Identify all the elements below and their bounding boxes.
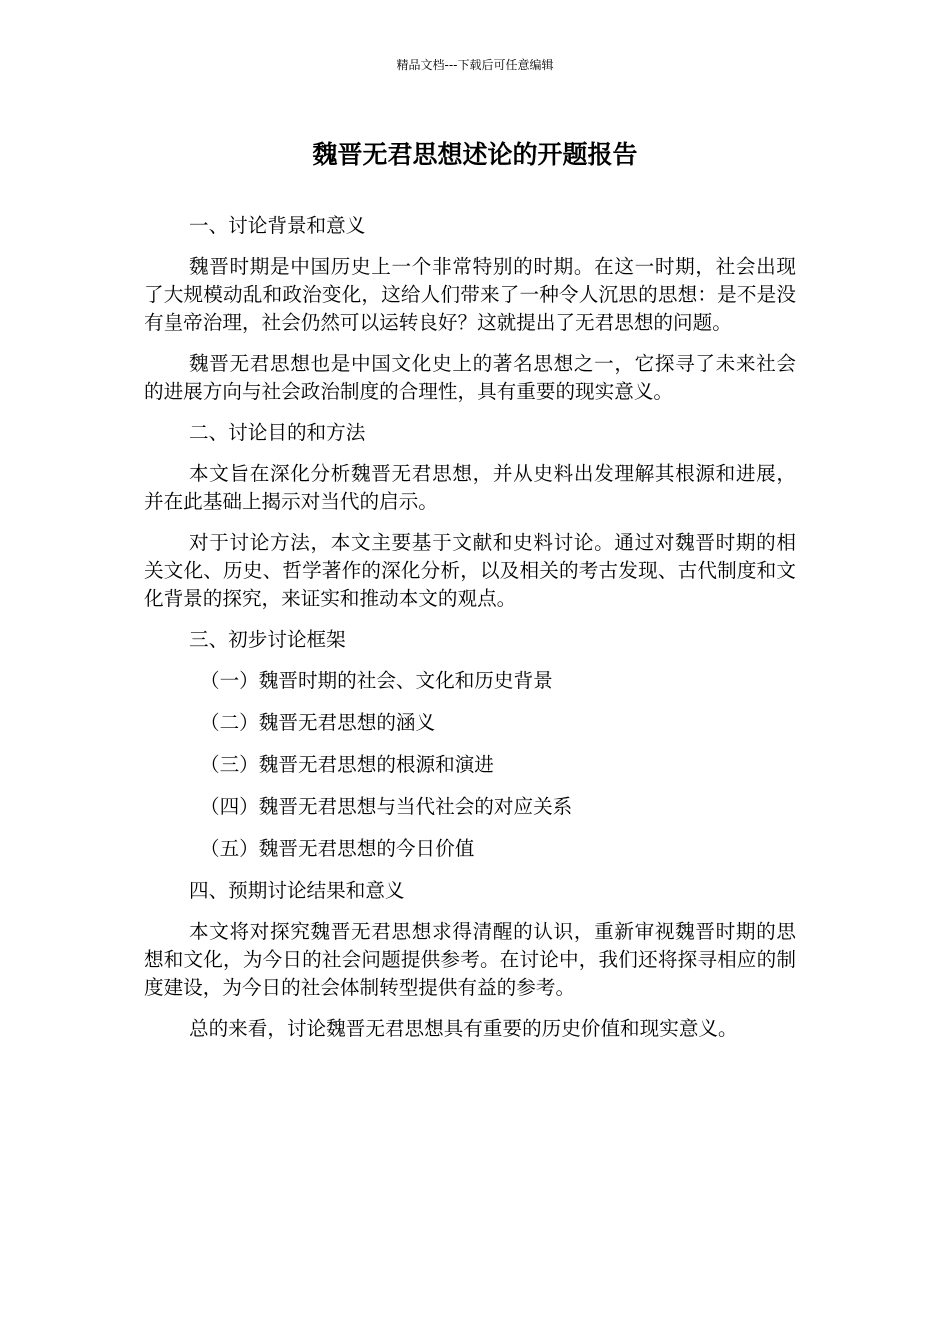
section-heading-expected-results: 四、预期讨论结果和意义 <box>189 879 405 902</box>
paragraph-purpose-1: 本文旨在深化分析魏晋无君思想，并从史料出发理解其根源和进展，并在此基础上揭示对当代的启示。 <box>144 462 796 513</box>
section-heading-purpose: 二、讨论目的和方法 <box>189 421 366 444</box>
header-note: 精品文档---下载后可任意编辑 <box>396 58 554 72</box>
paragraph-results-1: 本文将对探究魏晋无君思想求得清醒的认识，重新审视魏晋时期的思想和文化，为今日的社会问题提供参考。在讨论中，我们还将探寻相应的制度建设，为今日的社会体制转型提供有益的参考。 <box>144 920 796 999</box>
framework-item-2: （二）魏晋无君思想的涵义 <box>200 711 436 734</box>
framework-item-4: （四）魏晋无君思想与当代社会的对应关系 <box>200 795 573 818</box>
page-title: 魏晋无君思想述论的开题报告 <box>312 140 638 169</box>
paragraph-purpose-2: 对于讨论方法，本文主要基于文献和史料讨论。通过对魏晋时期的相关文化、历史、哲学著作的深化分析，以及相关的考古发现、古代制度和文化背景的探究，来证实和推动本文的观点。 <box>144 531 796 610</box>
framework-item-5: （五）魏晋无君思想的今日价值 <box>200 837 475 860</box>
section-heading-framework: 三、初步讨论框架 <box>189 628 346 651</box>
framework-item-3: （三）魏晋无君思想的根源和演进 <box>200 753 494 776</box>
paragraph-background-1: 魏晋时期是中国历史上一个非常特别的时期。在这一时期，社会出现了大规模动乱和政治变化，这给人们带来了一种令人沉思的思想：是不是没有皇帝治理，社会仍然可以运转良好？这就提出了无君思想的问题。 <box>144 255 796 334</box>
framework-item-1: （一）魏晋时期的社会、文化和历史背景 <box>200 669 553 692</box>
document-body <box>144 212 796 1056</box>
paragraph-results-2: 总的来看，讨论魏晋无君思想具有重要的历史价值和现实意义。 <box>189 1017 738 1040</box>
section-heading-background: 一、讨论背景和意义 <box>189 214 366 237</box>
paragraph-background-2: 魏晋无君思想也是中国文化史上的著名思想之一，它探寻了未来社会的进展方向与社会政治制度的合理性，具有重要的现实意义。 <box>144 352 796 403</box>
